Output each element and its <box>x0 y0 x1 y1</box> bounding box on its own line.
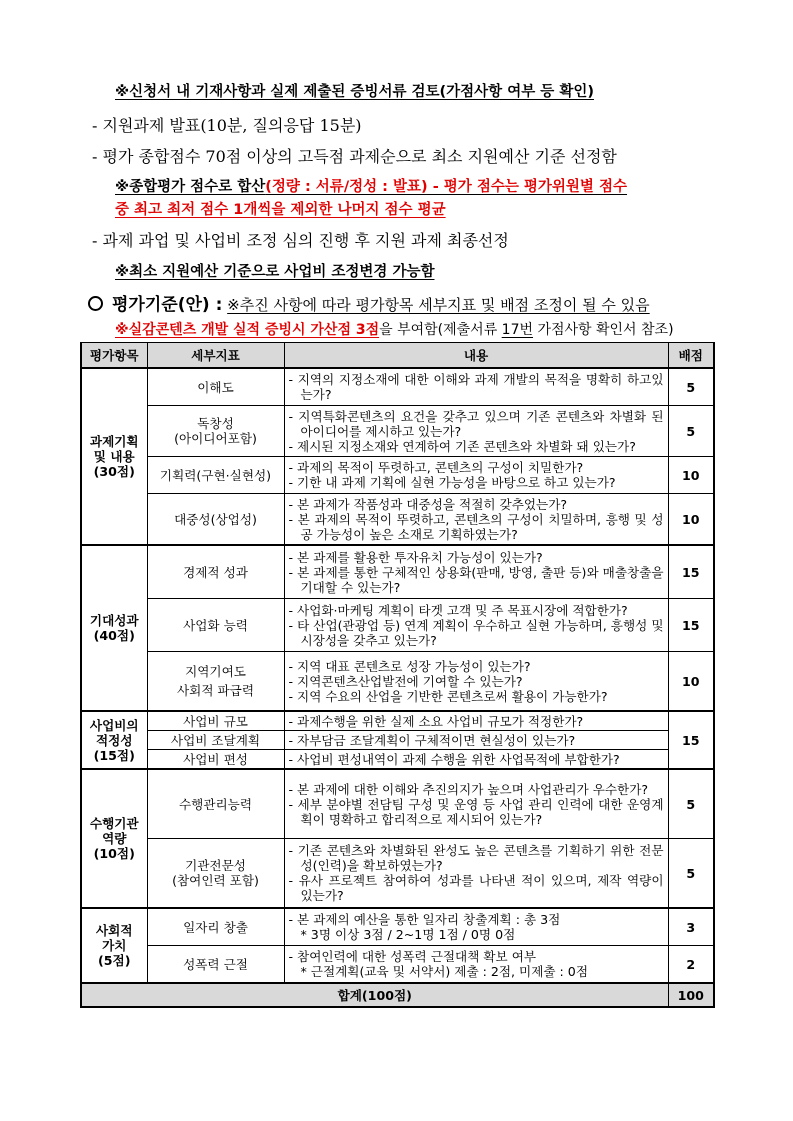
note-score-sum-red: (정량 : 서류/정성 : 발표) - 평가 점수는 평가위원별 점수 <box>265 179 628 195</box>
category-cell: 수행기관 역량 (10점) <box>81 769 147 908</box>
content-line: - 본 과제를 통한 구체적인 상용화(판매, 방영, 출판 등)와 매출창출을 기대할 수 있는가? <box>288 564 664 595</box>
content-cell <box>284 731 668 750</box>
note-score-average: 중 최고 최저 점수 1개씩을 제외한 나머지 점수 평균 <box>115 202 446 218</box>
category-cell: 과제기획 및 내용 (30점) <box>81 368 147 545</box>
content-cell <box>284 457 668 494</box>
content-cell <box>284 494 668 546</box>
category-cell: 기대성과 (40점) <box>81 545 147 711</box>
points-cell: 5 <box>668 406 714 457</box>
indicator-cell: 지역기여도 사회적 파급력 <box>147 652 284 712</box>
content-line: - 본 과제의 목적이 뚜렷하고, 콘텐츠의 구성이 치밀하며, 흥행 및 성공 가능성이 높은 소재로 기획하였는가? <box>288 511 664 542</box>
content-line: - 기존 콘텐츠와 차별화된 완성도 높은 콘텐츠를 기획하기 위한 전문성(인력)을 확보하였는가? <box>288 843 664 873</box>
table-row <box>81 711 714 731</box>
content-line: - 지역 수요의 산업을 기반한 콘텐츠로써 활용이 가능한가? <box>288 688 608 704</box>
content-subline: * 근절계획(교육 및 서약서) 제출 : 2점, 미제출 : 0점 <box>300 964 588 979</box>
indicator-cell: 수행관리능력 <box>147 769 284 839</box>
indicator-cell: 사업비 조달계획 <box>147 731 284 750</box>
points-cell: 10 <box>668 652 714 712</box>
total-points: 100 <box>668 983 714 1007</box>
header-indicator: 세부지표 <box>147 343 284 369</box>
note-score-sum <box>115 175 627 196</box>
content-cell <box>284 769 668 839</box>
content-line: - 기한 내 과제 기획에 실현 가능성을 바탕으로 하고 있는가? <box>288 475 616 490</box>
evaluation-heading <box>88 290 650 315</box>
header-points: 배점 <box>668 343 714 369</box>
bonus-note-red: ※실감콘텐츠 개발 실적 증빙시 가산점 3점 <box>115 322 380 338</box>
content-cell <box>284 406 668 457</box>
total-row <box>81 983 714 1007</box>
points-cell: 5 <box>668 769 714 839</box>
note-selection-criteria: - 평가 종합점수 70점 이상의 고득점 과제순으로 최소 지원예산 기준 선정함 <box>92 147 617 166</box>
table-row <box>81 494 714 546</box>
note-document-review: ※신청서 내 기재사항과 실제 제출된 증빙서류 검토(가점사항 여부 등 확인) <box>115 84 594 100</box>
evaluation-title: 평가기준(안) : <box>112 295 223 315</box>
indicator-cell: 이해도 <box>147 368 284 406</box>
indicator-cell: 사업비 편성 <box>147 750 284 770</box>
points-cell: 2 <box>668 946 714 984</box>
content-cell <box>284 839 668 909</box>
content-cell <box>284 368 668 406</box>
category-cell: 사회적 가치 (5점) <box>81 908 147 983</box>
content-line: - 사업비 편성내역이 과제 수행을 위한 사업목적에 부합한가? <box>288 751 620 767</box>
content-line: - 유사 프로젝트 참여하여 성과를 나타낸 적이 있으며, 제작 역량이 있는가? <box>288 873 664 903</box>
note-presentation: - 지원과제 발표(10분, 질의응답 15분) <box>92 116 362 135</box>
content-line: - 본 과제를 활용한 투자유치 가능성이 있는가? <box>288 549 543 565</box>
points-cell: 3 <box>668 908 714 946</box>
table-row <box>81 652 714 712</box>
table-row <box>81 368 714 406</box>
evaluation-table <box>80 342 715 1008</box>
content-line: - 과제의 목적이 뚜렷하고, 콘텐츠의 구성이 치밀한가? <box>288 460 584 475</box>
content-line: - 본 과제의 예산을 통한 일자리 창출계획 : 총 3점 <box>288 912 561 927</box>
bonus-note <box>115 319 674 339</box>
table-row <box>81 750 714 770</box>
content-line: - 세부 분야별 전담팀 구성 및 운영 등 사업 관리 인력에 대한 운영계획이 명확하고 합리적으로 제시되어 있는가? <box>288 796 664 827</box>
indicator-cell: 독창성 (아이디어포함) <box>147 406 284 457</box>
table-row <box>81 946 714 984</box>
points-cell: 15 <box>668 599 714 652</box>
table-row <box>81 839 714 909</box>
indicator-cell: 성폭력 근절 <box>147 946 284 984</box>
total-label: 합계(100점) <box>81 983 668 1007</box>
content-cell <box>284 652 668 712</box>
content-line: - 지역 대표 콘텐츠로 성장 가능성이 있는가? <box>288 658 531 674</box>
table-row <box>81 908 714 946</box>
content-cell <box>284 946 668 984</box>
points-cell: 5 <box>668 839 714 909</box>
table-header-row <box>81 343 714 369</box>
note-budget-adjust: ※최소 지원예산 기준으로 사업비 조정변경 가능함 <box>115 264 435 280</box>
content-cell <box>284 545 668 599</box>
header-content: 내용 <box>284 343 668 369</box>
bonus-note-num: 17번 <box>501 322 534 338</box>
indicator-cell: 대중성(상업성) <box>147 494 284 546</box>
evaluation-adjust-note: ※추진 사항에 따라 평가항목 세부지표 및 배점 조정이 될 수 있음 <box>227 296 650 314</box>
content-cell <box>284 599 668 652</box>
indicator-cell: 사업화 능력 <box>147 599 284 652</box>
content-cell <box>284 908 668 946</box>
content-cell <box>284 711 668 731</box>
circle-bullet-icon <box>88 296 103 311</box>
table-row <box>81 599 714 652</box>
table-row <box>81 769 714 839</box>
content-line: - 본 과제가 작품성과 대중성을 적절히 갖추었는가? <box>288 496 568 512</box>
header-category: 평가항목 <box>81 343 147 369</box>
content-line: - 참여인력에 대한 성폭력 근절대책 확보 여부 <box>288 949 537 964</box>
content-line: - 자부담금 조달계획이 구체적이면 현실성이 있는가? <box>288 732 576 748</box>
points-cell: 10 <box>668 494 714 546</box>
content-line: - 타 산업(관광업 등) 연계 계획이 우수하고 실현 가능하며, 흥행성 및 시장성을 갖추고 있는가? <box>288 617 664 648</box>
points-cell: 5 <box>668 368 714 406</box>
content-line: - 사업화·마케팅 계획이 타겟 고객 및 주 목표시장에 적합한가? <box>288 602 628 618</box>
category-cell: 사업비의 적정성 (15점) <box>81 711 147 769</box>
indicator-cell: 경제적 성과 <box>147 545 284 599</box>
table-row <box>81 545 714 599</box>
points-cell: 15 <box>668 545 714 599</box>
note-final-selection: - 과제 과업 및 사업비 조정 심의 진행 후 지원 과제 최종선정 <box>92 231 509 250</box>
indicator-cell: 기획력(구현·실현성) <box>147 457 284 494</box>
content-line: - 지역특화콘텐츠의 요건을 갖추고 있으며 기존 콘텐츠와 차별화 된 아이디어를 제시하고 있는가? <box>288 408 664 439</box>
table-row <box>81 406 714 457</box>
content-cell <box>284 750 668 770</box>
content-subline: * 3명 이상 3점 / 2~1명 1점 / 0명 0점 <box>300 927 516 942</box>
note-score-sum-lead: ※종합평가 점수로 합산 <box>115 179 266 195</box>
content-line: - 지역콘텐츠산업발전에 기여할 수 있는가? <box>288 673 523 689</box>
points-cell: 10 <box>668 457 714 494</box>
indicator-cell: 기관전문성 (참여인력 포함) <box>147 839 284 909</box>
content-line: - 지역의 지정소재에 대한 이해와 과제 개발의 목적을 명확히 하고있는가? <box>288 372 664 402</box>
table-row <box>81 731 714 750</box>
bonus-note-text1: 을 부여함(제출서류 <box>379 322 502 338</box>
indicator-cell: 일자리 창출 <box>147 908 284 946</box>
indicator-cell: 사업비 규모 <box>147 711 284 731</box>
points-cell: 15 <box>668 711 714 769</box>
content-line: - 본 과제에 대한 이해와 추진의지가 높으며 사업관리가 우수한가? <box>288 781 649 797</box>
content-line: - 과제수행을 위한 실제 소요 사업비 규모가 적정한가? <box>288 713 584 729</box>
content-line: - 제시된 지정소재와 연계하여 기존 콘텐츠와 차별화 돼 있는가? <box>288 438 636 454</box>
table-row <box>81 457 714 494</box>
bonus-note-text2: 가점사항 확인서 참조) <box>533 322 674 338</box>
